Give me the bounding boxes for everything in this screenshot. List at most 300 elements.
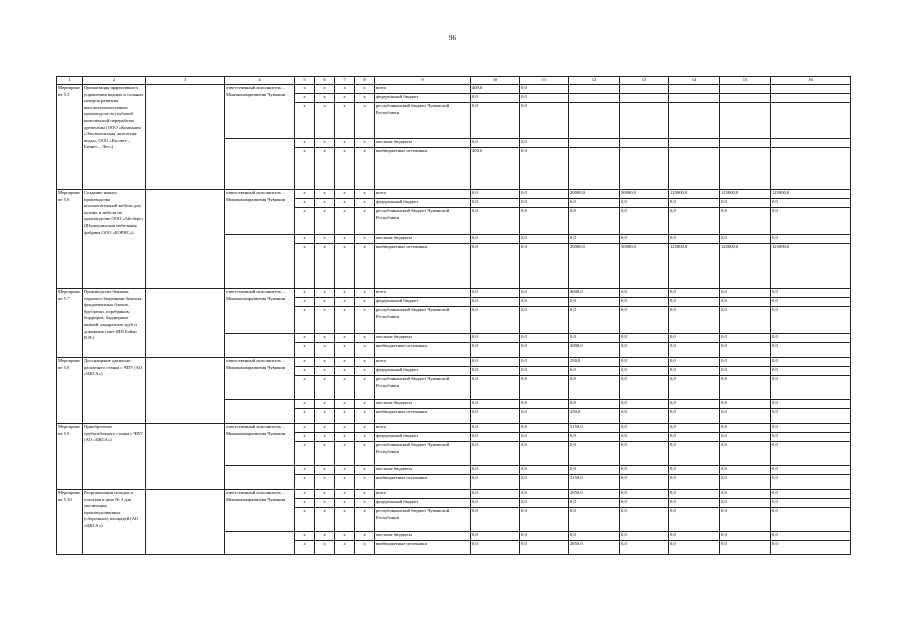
code-cell: x	[355, 475, 375, 490]
code-cell: x	[315, 433, 335, 442]
value-cell: 0,0	[720, 298, 771, 307]
code-cell: x	[295, 358, 315, 367]
code-cell: x	[355, 490, 375, 499]
value-cell: 0,0	[569, 298, 620, 307]
value-cell: 5150,0	[569, 475, 620, 490]
funding-source: местные бюджеты	[375, 400, 471, 409]
value-cell: 0,0	[471, 139, 520, 148]
code-cell: x	[355, 103, 375, 139]
value-cell: 0,0	[569, 367, 620, 376]
column-number: 6	[315, 77, 335, 85]
value-cell: 0,0	[620, 298, 669, 307]
code-cell: x	[335, 541, 355, 555]
value-cell	[569, 85, 620, 94]
value-cell: 0,0	[520, 442, 569, 466]
column-number: 10	[471, 77, 520, 85]
code-cell: x	[315, 148, 335, 190]
funding-source: всего	[375, 490, 471, 499]
value-cell: 0,0	[620, 490, 669, 499]
activity-name: Приобретение трубогибочного станка с ЧПУ (АО «ЦКСА»)	[83, 424, 146, 490]
value-cell: 0,0	[771, 433, 851, 442]
value-cell: 0,0	[720, 307, 771, 334]
value-cell: 0,0	[720, 433, 771, 442]
table-row	[57, 190, 851, 199]
value-cell: 0,0	[569, 376, 620, 400]
code-cell: x	[315, 532, 335, 541]
value-cell: 0,0	[771, 475, 851, 490]
code-cell: x	[355, 400, 375, 409]
value-cell: 0,0	[569, 532, 620, 541]
table-row	[57, 85, 851, 94]
column-number: 2	[83, 77, 146, 85]
column-number: 9	[375, 77, 471, 85]
value-cell: 0,0	[471, 433, 520, 442]
code-cell: x	[315, 343, 335, 358]
code-cell: x	[295, 466, 315, 475]
code-cell: x	[315, 400, 335, 409]
value-cell: 20000,0	[569, 190, 620, 199]
funding-source: местные бюджеты	[375, 139, 471, 148]
value-cell	[620, 148, 669, 190]
code-cell: x	[335, 148, 355, 190]
column-number: 16	[771, 77, 851, 85]
value-cell: 0,0	[771, 367, 851, 376]
code-cell: x	[315, 307, 335, 334]
executor: ответственный исполнитель – Минэкономразвития Чувашии	[225, 289, 295, 334]
value-cell: 250,0	[569, 358, 620, 367]
value-cell: 0,0	[471, 490, 520, 499]
column-number: 13	[620, 77, 669, 85]
value-cell	[569, 94, 620, 103]
value-cell: 125000,0	[669, 190, 720, 199]
value-cell	[669, 139, 720, 148]
code-cell: x	[295, 343, 315, 358]
executor: ответственный исполнитель – Минэкономразвития Чувашии	[225, 85, 295, 139]
value-cell: 2850,0	[569, 490, 620, 499]
value-cell	[620, 139, 669, 148]
code-cell: x	[315, 334, 335, 343]
value-cell: 0,0	[669, 376, 720, 400]
code-cell: x	[335, 307, 355, 334]
code-cell: x	[315, 139, 335, 148]
value-cell: 125000,0	[771, 244, 851, 289]
value-cell: 0,0	[620, 376, 669, 400]
value-cell: 0,0	[620, 466, 669, 475]
value-cell	[669, 103, 720, 139]
code-cell: x	[355, 367, 375, 376]
code-cell: x	[295, 244, 315, 289]
empty-cell	[146, 289, 225, 358]
value-cell: 0,0	[520, 376, 569, 400]
executor: ответственный исполнитель – Минэкономразвития Чувашии	[225, 358, 295, 400]
funding-source: всего	[375, 424, 471, 433]
code-cell: x	[355, 244, 375, 289]
value-cell: 0,0	[669, 475, 720, 490]
value-cell: 0,0	[669, 424, 720, 433]
code-cell: x	[315, 199, 335, 208]
funding-source: всего	[375, 190, 471, 199]
value-cell: 0,0	[471, 190, 520, 199]
funding-source: всего	[375, 85, 471, 94]
table-row	[57, 358, 851, 367]
value-cell: 0,0	[569, 208, 620, 235]
value-cell: 3000,0	[569, 289, 620, 298]
activity-id: Мероприятие 5.8	[57, 358, 83, 424]
code-cell: x	[335, 244, 355, 289]
value-cell: 125000,0	[720, 244, 771, 289]
value-cell: 0,0	[520, 190, 569, 199]
value-cell: 0,0	[771, 376, 851, 400]
value-cell: 0,0	[471, 244, 520, 289]
value-cell: 0,0	[520, 508, 569, 532]
value-cell	[620, 103, 669, 139]
value-cell: 0,0	[520, 343, 569, 358]
value-cell: 0,0	[620, 499, 669, 508]
code-cell: x	[315, 289, 335, 298]
value-cell: 0,0	[520, 199, 569, 208]
column-number: 7	[335, 77, 355, 85]
code-cell: x	[355, 85, 375, 94]
value-cell	[669, 85, 720, 94]
code-cell: x	[355, 334, 375, 343]
column-number: 1	[57, 77, 83, 85]
table-row	[57, 289, 851, 298]
value-cell: 0,0	[620, 289, 669, 298]
code-cell: x	[295, 94, 315, 103]
code-cell: x	[355, 235, 375, 244]
activity-id: Мероприятие 5.10	[57, 490, 83, 555]
value-cell: 0,0	[720, 475, 771, 490]
value-cell: 0,0	[471, 541, 520, 555]
column-number: 4	[225, 77, 295, 85]
code-cell: x	[315, 475, 335, 490]
value-cell: 0,0	[720, 490, 771, 499]
value-cell: 125000,0	[771, 190, 851, 199]
value-cell: 0,0	[520, 424, 569, 433]
value-cell: 0,0	[520, 433, 569, 442]
value-cell: 0,0	[771, 532, 851, 541]
activity-name: Реорганизация складов и участков в цехе № 3 для увеличения производственных (сборочных) площадей (АО «ЦКСА»)	[83, 490, 146, 555]
value-cell: 0,0	[569, 307, 620, 334]
code-cell: x	[335, 442, 355, 466]
value-cell: 0,0	[771, 442, 851, 466]
code-cell: x	[335, 343, 355, 358]
value-cell: 0,0	[669, 508, 720, 532]
empty-cell	[146, 424, 225, 490]
program-activities-table	[56, 76, 851, 555]
code-cell: x	[295, 433, 315, 442]
code-cell: x	[335, 94, 355, 103]
value-cell: 0,0	[620, 367, 669, 376]
code-cell: x	[335, 139, 355, 148]
code-cell: x	[355, 508, 375, 532]
code-cell: x	[295, 541, 315, 555]
value-cell: 0,0	[771, 541, 851, 555]
value-cell: 0,0	[669, 343, 720, 358]
funding-source: всего	[375, 358, 471, 367]
code-cell: x	[295, 442, 315, 466]
value-cell: 0,0	[471, 499, 520, 508]
funding-source: внебюджетные источники	[375, 409, 471, 424]
value-cell: 0,0	[520, 475, 569, 490]
value-cell: 0,0	[569, 466, 620, 475]
column-number: 12	[569, 77, 620, 85]
value-cell: 0,0	[471, 103, 520, 139]
activity-id: Мероприятие 5.9	[57, 424, 83, 490]
funding-source: федеральный бюджет	[375, 499, 471, 508]
empty-cell	[146, 490, 225, 555]
value-cell: 0,0	[620, 475, 669, 490]
code-cell: x	[355, 94, 375, 103]
column-number: 15	[720, 77, 771, 85]
funding-source: республиканский бюджет Чувашской Республики	[375, 508, 471, 532]
funding-source: местные бюджеты	[375, 466, 471, 475]
value-cell: 0,0	[471, 409, 520, 424]
value-cell	[569, 103, 620, 139]
code-cell: x	[335, 433, 355, 442]
code-cell: x	[335, 199, 355, 208]
value-cell: 0,0	[471, 94, 520, 103]
value-cell: 0,0	[471, 358, 520, 367]
funding-source: федеральный бюджет	[375, 433, 471, 442]
value-cell: 0,0	[771, 307, 851, 334]
value-cell: 0,0	[669, 541, 720, 555]
value-cell: 0,0	[569, 508, 620, 532]
value-cell: 0,0	[520, 409, 569, 424]
code-cell: x	[295, 103, 315, 139]
column-number-row	[57, 77, 851, 85]
funding-source: республиканский бюджет Чувашской Республики	[375, 103, 471, 139]
value-cell: 0,0	[520, 532, 569, 541]
code-cell: x	[355, 424, 375, 433]
code-cell: x	[295, 235, 315, 244]
page-number: 96	[449, 34, 456, 42]
value-cell: 20000,0	[569, 244, 620, 289]
code-cell: x	[335, 376, 355, 400]
value-cell: 0,0	[771, 358, 851, 367]
code-cell: x	[295, 409, 315, 424]
code-cell: x	[295, 532, 315, 541]
empty-cell	[146, 85, 225, 190]
value-cell: 0,0	[620, 541, 669, 555]
value-cell: 0,0	[471, 508, 520, 532]
code-cell: x	[355, 289, 375, 298]
value-cell: 0,0	[720, 442, 771, 466]
activity-name: Дооснащение давильно-раскатного станка с ЧПУ (АО «ЦКСА»)	[83, 358, 146, 424]
value-cell: 0,0	[669, 409, 720, 424]
value-cell	[569, 148, 620, 190]
code-cell: x	[355, 442, 375, 466]
code-cell: x	[355, 433, 375, 442]
value-cell	[720, 94, 771, 103]
value-cell: 0,0	[520, 244, 569, 289]
value-cell: 0,0	[520, 358, 569, 367]
value-cell: 0,0	[720, 367, 771, 376]
value-cell: 0,0	[720, 334, 771, 343]
value-cell: 0,0	[620, 199, 669, 208]
code-cell: x	[295, 190, 315, 199]
value-cell: 0,0	[471, 367, 520, 376]
value-cell: 0,0	[569, 199, 620, 208]
code-cell: x	[315, 541, 335, 555]
funding-source: внебюджетные источники	[375, 148, 471, 190]
value-cell: 0,0	[669, 490, 720, 499]
funding-source: федеральный бюджет	[375, 199, 471, 208]
executor: ответственный исполнитель – Минэкономразвития Чувашии	[225, 490, 295, 532]
value-cell: 0,0	[720, 508, 771, 532]
code-cell: x	[295, 139, 315, 148]
funding-source: внебюджетные источники	[375, 541, 471, 555]
value-cell: 0,0	[520, 499, 569, 508]
code-cell: x	[335, 400, 355, 409]
value-cell	[771, 148, 851, 190]
value-cell: 0,0	[669, 334, 720, 343]
value-cell: 50000,0	[620, 244, 669, 289]
value-cell: 0,0	[720, 400, 771, 409]
code-cell: x	[335, 499, 355, 508]
value-cell: 0,0	[720, 466, 771, 475]
code-cell: x	[355, 190, 375, 199]
code-cell: x	[335, 103, 355, 139]
value-cell: 0,0	[771, 508, 851, 532]
activity-name: Организация эффективного управления водных и соляных центров развития высокотехнологичных производств по глубокой комплексной переработке древесины (ООО «Компания «Экологическая литология воды», ООО «Рассвет – Бизнес – Лес»)	[83, 85, 146, 190]
value-cell: 0,0	[520, 103, 569, 139]
code-cell: x	[295, 367, 315, 376]
value-cell	[669, 94, 720, 103]
code-cell: x	[335, 85, 355, 94]
code-cell: x	[295, 475, 315, 490]
value-cell: 0,0	[520, 289, 569, 298]
empty-cell	[146, 358, 225, 424]
value-cell: 0,0	[520, 367, 569, 376]
value-cell: 0,0	[471, 466, 520, 475]
funding-source: республиканский бюджет Чувашской Республики	[375, 208, 471, 235]
funding-source: республиканский бюджет Чувашской Республики	[375, 442, 471, 466]
code-cell: x	[335, 424, 355, 433]
value-cell: 0,0	[720, 358, 771, 367]
code-cell: x	[315, 190, 335, 199]
value-cell: 0,0	[720, 208, 771, 235]
value-cell: 0,0	[471, 442, 520, 466]
value-cell: 0,0	[620, 442, 669, 466]
value-cell: 0,0	[771, 334, 851, 343]
code-cell: x	[335, 208, 355, 235]
value-cell: 0,0	[569, 499, 620, 508]
funding-source: федеральный бюджет	[375, 367, 471, 376]
value-cell: 0,0	[720, 541, 771, 555]
value-cell: 0,0	[620, 343, 669, 358]
value-cell: 0,0	[669, 235, 720, 244]
code-cell: x	[315, 424, 335, 433]
code-cell: x	[355, 148, 375, 190]
value-cell: 0,0	[720, 343, 771, 358]
code-cell: x	[315, 499, 335, 508]
value-cell: 400,0	[471, 148, 520, 190]
value-cell: 0,0	[771, 298, 851, 307]
code-cell: x	[335, 334, 355, 343]
funding-source: внебюджетные источники	[375, 343, 471, 358]
value-cell: 0,0	[771, 409, 851, 424]
value-cell: 0,0	[771, 466, 851, 475]
code-cell: x	[295, 289, 315, 298]
code-cell: x	[335, 508, 355, 532]
value-cell: 0,0	[771, 400, 851, 409]
value-cell: 0,0	[620, 508, 669, 532]
value-cell	[771, 94, 851, 103]
code-cell: x	[355, 466, 375, 475]
executor: ответственный исполнитель – Минэкономразвития Чувашии	[225, 424, 295, 466]
column-number: 5	[295, 77, 315, 85]
executor: ответственный исполнитель – Минэкономразвития Чувашии	[225, 190, 295, 235]
code-cell: x	[315, 208, 335, 235]
value-cell: 0,0	[620, 307, 669, 334]
code-cell: x	[315, 85, 335, 94]
value-cell: 125000,0	[720, 190, 771, 199]
value-cell	[720, 148, 771, 190]
code-cell: x	[295, 298, 315, 307]
value-cell	[720, 85, 771, 94]
value-cell: 0,0	[471, 307, 520, 334]
value-cell: 0,0	[471, 343, 520, 358]
value-cell: 0,0	[471, 298, 520, 307]
value-cell: 0,0	[471, 208, 520, 235]
code-cell: x	[355, 298, 375, 307]
value-cell: 0,0	[471, 235, 520, 244]
code-cell: x	[355, 532, 375, 541]
value-cell: 0,0	[620, 235, 669, 244]
value-cell: 0,0	[520, 490, 569, 499]
value-cell: 0,0	[520, 541, 569, 555]
code-cell: x	[315, 466, 335, 475]
value-cell: 0,0	[669, 307, 720, 334]
value-cell: 0,0	[720, 235, 771, 244]
code-cell: x	[315, 244, 335, 289]
value-cell	[720, 139, 771, 148]
value-cell: 0,0	[520, 208, 569, 235]
empty-cell	[146, 190, 225, 289]
code-cell: x	[295, 85, 315, 94]
funding-source: местные бюджеты	[375, 334, 471, 343]
activity-id: Мероприятие 5.5	[57, 85, 83, 190]
funding-source: местные бюджеты	[375, 532, 471, 541]
funding-source: федеральный бюджет	[375, 94, 471, 103]
code-cell: x	[295, 400, 315, 409]
executor-empty	[225, 235, 295, 289]
activity-name: Производство бензина, парамасл-бензинами бинзола, фундаментных блоков, брусчатки, поребриков, бордюров, бордюрных камней, квадратных труб и дорожных плит (ИП Бойко В.Н.)	[83, 289, 146, 358]
code-cell: x	[295, 334, 315, 343]
executor-empty	[225, 139, 295, 190]
code-cell: x	[335, 466, 355, 475]
code-cell: x	[295, 208, 315, 235]
value-cell: 0,0	[720, 424, 771, 433]
value-cell: 0,0	[669, 466, 720, 475]
value-cell: 5150,0	[569, 424, 620, 433]
value-cell	[620, 94, 669, 103]
code-cell: x	[315, 235, 335, 244]
code-cell: x	[315, 409, 335, 424]
value-cell	[771, 139, 851, 148]
value-cell: 0,0	[471, 199, 520, 208]
code-cell: x	[295, 499, 315, 508]
code-cell: x	[335, 235, 355, 244]
funding-source: республиканский бюджет Чувашской Республики	[375, 376, 471, 400]
value-cell: 0,0	[520, 85, 569, 94]
value-cell: 0,0	[569, 442, 620, 466]
value-cell: 0,0	[669, 499, 720, 508]
value-cell: 0,0	[471, 376, 520, 400]
code-cell: x	[355, 199, 375, 208]
executor-empty	[225, 466, 295, 490]
